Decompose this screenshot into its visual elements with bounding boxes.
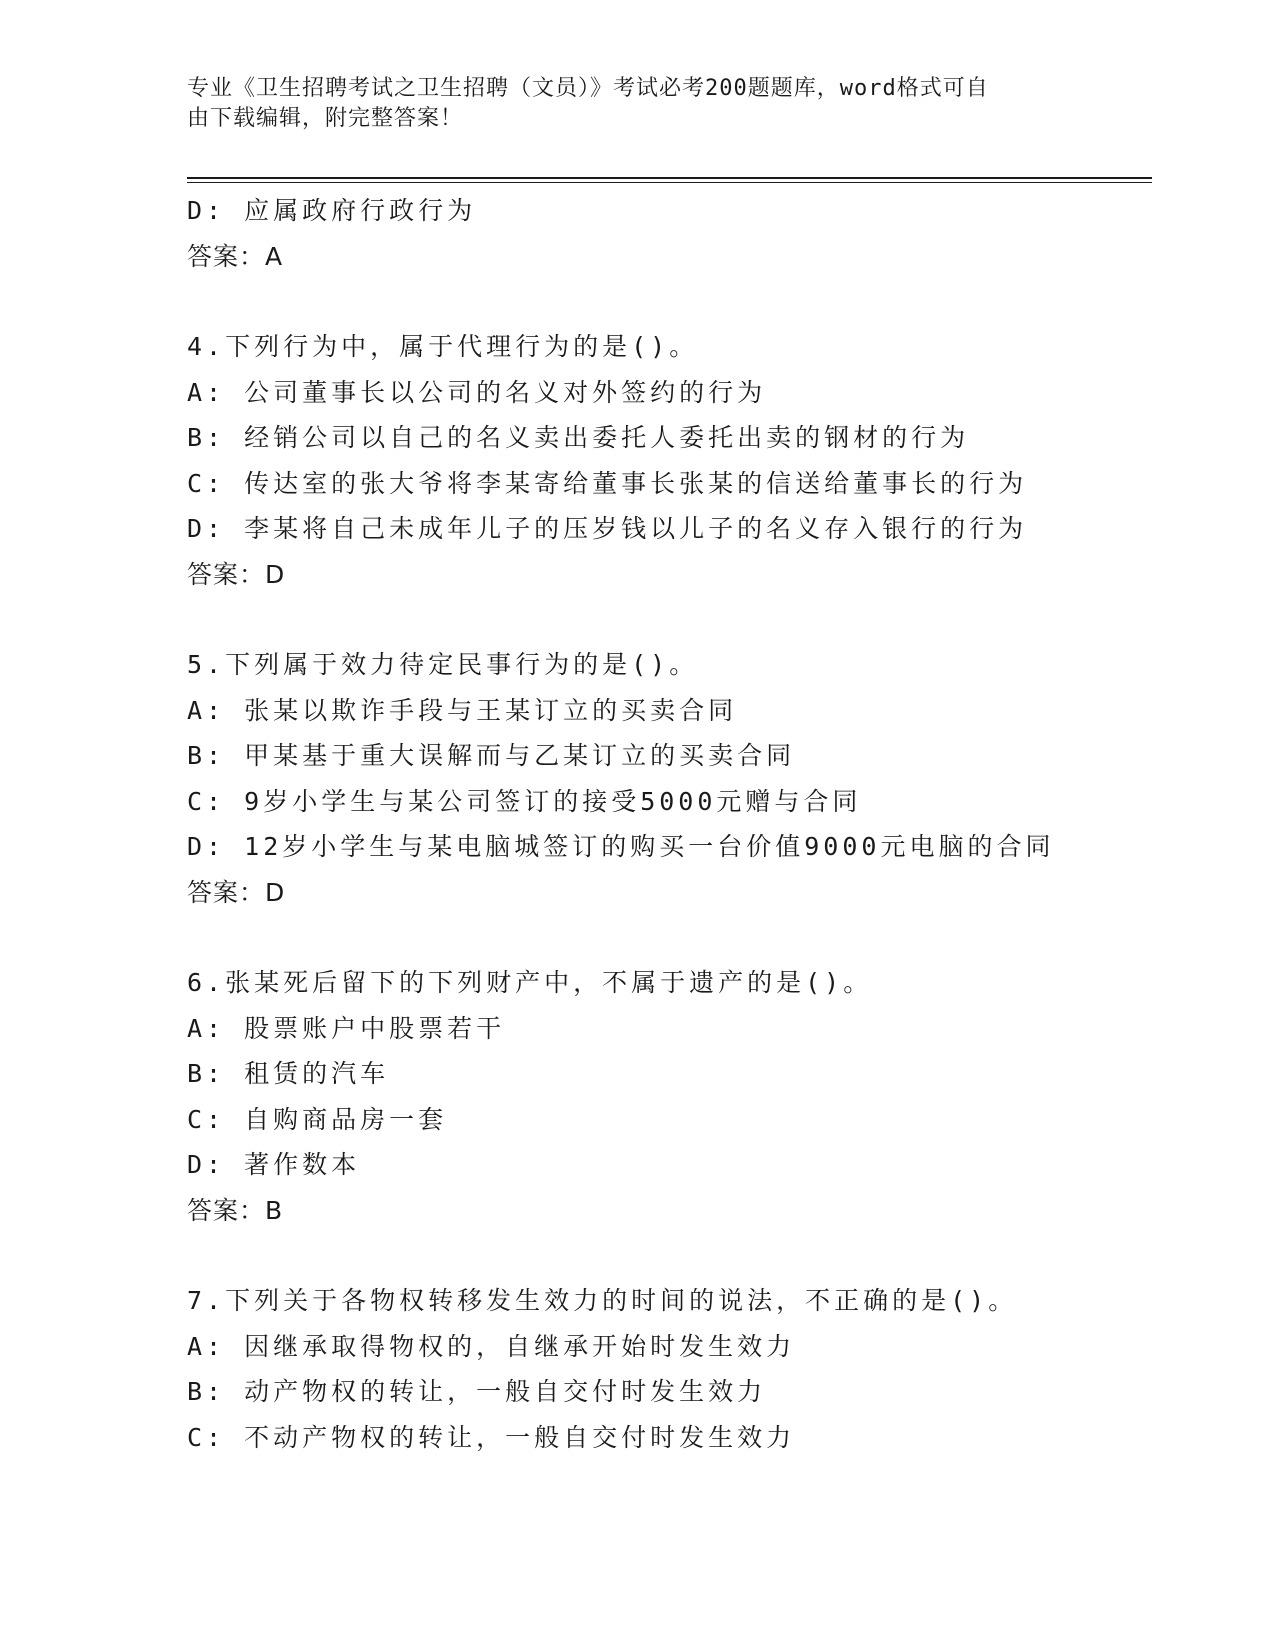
question-stem: 6.张某死后留下的下列财产中，不属于遗产的是()。 — [187, 968, 873, 997]
spacer — [187, 1233, 1147, 1278]
answer: 答案：D — [187, 559, 286, 589]
option-d: D: 应属政府行政行为 — [187, 196, 477, 225]
header-divider — [187, 177, 1152, 179]
answer: 答案：B — [187, 1195, 284, 1225]
question-stem: 5.下列属于效力待定民事行为的是()。 — [187, 650, 699, 679]
option-d: D: 著作数本 — [187, 1150, 361, 1179]
option-b: B: 动产物权的转让，一般自交付时发生效力 — [187, 1377, 767, 1406]
question-5 — [187, 642, 1147, 915]
option-b: B: 甲某基于重大误解而与乙某订立的买卖合同 — [187, 741, 796, 770]
option-d: D: 李某将自己未成年儿子的压岁钱以儿子的名义存入银行的行为 — [187, 514, 1028, 543]
question-4 — [187, 324, 1147, 597]
option-d: D: 12岁小学生与某电脑城签订的购买一台价值9000元电脑的合同 — [187, 832, 1055, 861]
question-stem: 4.下列行为中，属于代理行为的是()。 — [187, 332, 699, 361]
header-divider-thin — [187, 182, 1152, 183]
option-a: A: 股票账户中股票若干 — [187, 1013, 506, 1043]
answer: 答案：A — [187, 241, 284, 271]
option-b: B: 经销公司以自己的名义卖出委托人委托出卖的钢材的行为 — [187, 423, 970, 452]
header-title-line-2: 由下载编辑，附完整答案！ — [187, 106, 464, 131]
option-a: A: 公司董事长以公司的名义对外签约的行为 — [187, 377, 767, 407]
question-7 — [187, 1278, 1147, 1460]
option-c: C: 自购商品房一套 — [187, 1104, 448, 1134]
answer: 答案：D — [187, 877, 286, 907]
document-body — [187, 188, 1147, 1460]
option-c: C: 不动产物权的转让，一般自交付时发生效力 — [187, 1422, 796, 1452]
option-a: A: 张某以欺诈手段与王某订立的买卖合同 — [187, 695, 738, 725]
option-a: A: 因继承取得物权的，自继承开始时发生效力 — [187, 1331, 796, 1361]
spacer — [187, 279, 1147, 324]
option-c: C: 传达室的张大爷将李某寄给董事长张某的信送给董事长的行为 — [187, 468, 1028, 498]
question-stem: 7.下列关于各物权转移发生效力的时间的说法，不正确的是()。 — [187, 1286, 1018, 1315]
option-b: B: 租赁的汽车 — [187, 1059, 390, 1088]
option-c: C: 9岁小学生与某公司签订的接受5000元赠与合同 — [187, 786, 862, 816]
spacer — [187, 915, 1147, 960]
header-title-line-1: 专业《卫生招聘考试之卫生招聘（文员）》考试必考200题题库，word格式可自 — [187, 76, 989, 101]
question-6 — [187, 960, 1147, 1233]
page-header — [187, 74, 1087, 134]
spacer — [187, 597, 1147, 642]
